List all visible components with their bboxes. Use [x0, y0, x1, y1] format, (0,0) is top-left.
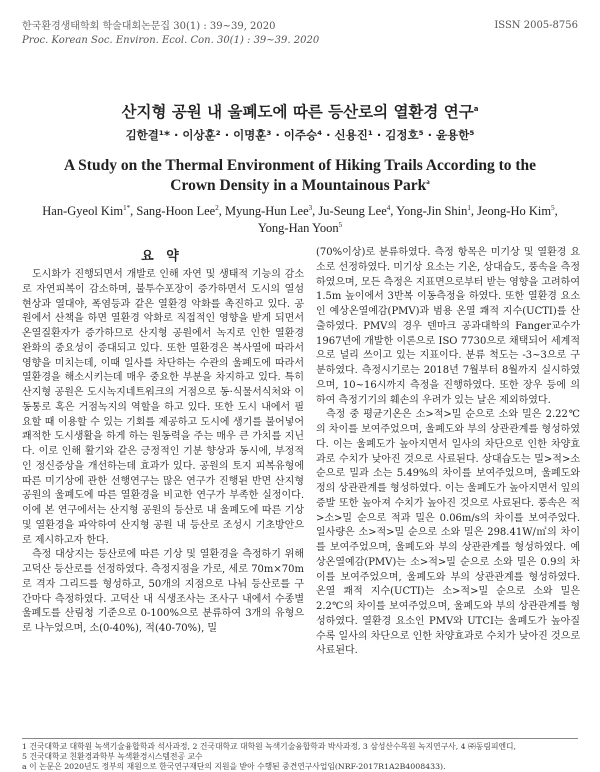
- author-affiliation: 3: [308, 203, 313, 212]
- author-name: Myung-Hun Lee: [224, 204, 309, 218]
- abstract-paragraph: 측정 중 평균기온은 소>적>밀 순으로 소와 밀은 2.22℃의 차이를 보여주었으며, 울폐도와 부의 상관관계를 형성하였다. 이는 울폐도가 높아지면서 일사의 차단으로 인한 차양효과로 수치가 낮아진 것으로 사료된다. 상대습도는 밀>적>소 순으로 밀과 소는 5.49%의 차이를 보여주었으며, 울폐도와 정의 상관관계를 형성하였다. 이는 울폐도가 높아지면서 잎의 증발 또한 높아져 수치가 높아진 것으로 사료된다. 풍속은 적>소>밀 순으로 적과 밀은 0.06m/s의 차이를 보여주었다. 일사량은 소>적>밀 순으로 소와 밀은 298.41W/㎡의 차이를 보여주었으며, 울폐도와 부의 상관관계를 형성하였다. 예상온열예감(PMV)는 소>적>밀 순으로 소와 밀은 0.9의 차이를 보여주었으며, 울폐도와 부의 상관관계를 형성하였다. 온열 쾌적 지수(UCTI)는 소>적>밀 순으로 소와 밀은 2.2℃의 차이를 보여주었으며, 울폐도와 부의 상관관계를 형성하였다. 열환경 요소인 PMV와 UTCI는 울폐도가 높아질수록 일사의 차단으로 인한 차양효과로 수치가 낮아진 것으로 사료된다.: [316, 409, 580, 657]
- author-name: Jeong-Ho Kim: [477, 204, 552, 218]
- abstract-paragraph: (70%이상)로 분류하였다. 측정 항목은 미기상 및 열환경 요소로 선정하였다. 미기상 요소는 기온, 상대습도, 풍속을 측정하였으며, 모든 측정은 지표면으로부터 받는 영향을 고려하여 1.5m 높이에서 3반복 이동측정을 하였다. 또한 열환경 요소인 예상온열예감(PMV)과 범용 온열 쾌적 지수(UCTI)를 산출하였다. PMV의 경우 덴마크 공과대학의 Fanger교수가 1967년에 개발한 이론으로 ISO 7730으로 채택되어 세계적으로 널리 쓰이고 있는 지표이다. 분류 척도는 -3~3으로 구분하였다. 측정시기로는 2018년 7월부터 8월까지 실시하였으며, 10~16시까지 측정을 진행하였다. 또한 장우 등에 의하여 측정기기의 훼손의 우려가 있는 날은 제외하였다.: [316, 247, 580, 406]
- author: [318, 204, 390, 218]
- title-english-text: A Study on the Thermal Environment of Hiking Trails According to the Crown Density in a Mountainous Park: [63, 157, 537, 194]
- abstract-heading: 요 약: [141, 249, 183, 264]
- author-affiliation: 1*: [123, 203, 131, 212]
- author-name: Yong-Jin Shin: [396, 204, 468, 218]
- title-english-footnote-mark: a: [426, 177, 430, 186]
- authors-english: Han-Gyeol Kim$^{1*}$, Sang-Hoon Lee$^2$, Myung-Hun Lee$^3$, Ju-Seung Lee$^4$, Yong-Jin Shin$^1$, Jeong-Ho Kim$^5$, Yong-Han Yoon$^5$: [42, 203, 558, 235]
- author: [396, 204, 471, 218]
- authors-korean: 김한결¹* · 이상훈² · 이명훈³ · 이주승⁴ · 신용진¹ · 김정호⁵ · 윤용한⁵: [125, 128, 475, 142]
- journal-citation-en: Proc. Korean Soc. Environ. Ecol. Con. 30(1) : 39~39. 2020: [22, 35, 320, 46]
- footnote-divider: [22, 738, 578, 739]
- author: [258, 221, 342, 235]
- author-name: Ju-Seung Lee: [318, 204, 387, 218]
- journal-citation-ko: 한국환경생태학회 학술대회논문집 30(1) : 39~39, 2020: [22, 21, 276, 32]
- author-name: Han-Gyeol Kim: [42, 204, 124, 218]
- author-affiliation: 1: [467, 203, 471, 212]
- footnotes: [22, 742, 578, 772]
- author: [225, 204, 312, 218]
- abstract-paragraph: 측정 대상지는 등산로에 따른 기상 및 열환경을 측정하기 위해 고덕산 등산로를 선정하였다. 측정지점을 가로, 세로 70m×70m로 격자 그리드를 형성하고, 50개의 지점으로 나눠 등산로를 구간마다 측정하였다. 고덕산 내 식생조사는 조사구 내에서 수종별 울폐도를 산림청 기준으로 0-100%으로 분류하여 3개의 유형으로 나누었으며, 소(0-40%), 적(40-70%), 밀: [22, 549, 304, 634]
- author: [477, 204, 554, 218]
- author-affiliation: 5: [551, 203, 555, 212]
- title-english: [40, 156, 560, 196]
- author-affiliation: 4: [386, 203, 391, 212]
- author-affiliation: 5: [338, 220, 343, 229]
- title-korean-text: 산지형 공원 내 울폐도에 따른 등산로의 열환경 연구: [121, 103, 474, 121]
- title-korean-footnote-mark: a: [473, 104, 479, 113]
- author-name: Sang-Hoon Lee: [136, 204, 216, 218]
- issn: ISSN 2005-8756: [494, 20, 578, 31]
- title-korean: [0, 100, 600, 122]
- abstract-paragraph: 도시화가 진행되면서 개발로 인해 자연 및 생태적 기능의 감소로 자연피복이 감소하며, 불투수포장이 증가하면서 도시의 열섬현상과 열대야, 폭염등과 같은 열환경 악화를 촉진하고 있다. 공원에서 산책을 하면 열환경 악화로 직접적인 영향을 받게 되면서 온열질환자가 증가하므로 산지형 공원에서 녹지로 인한 열환경 완화의 중요성이 증대되고 있다. 또한 열환경은 복사열에 따라서 영향을 미치는데, 이때 일사를 차단하는 수관의 울폐도에 따라서 열환경을 해소시키는데 매우 중요한 부분을 차지하고 있다. 특히 산지형 공원은 도시녹지네트워크의 거점으로 동·식물서식처와 이동통로 혹은 거점녹지의 역할을 하고 있다. 또한 도시 내에서 필요할 때 이용할 수 있는 기회를 제공하고 도시에 생기를 불어넣어 쾌적한 도시생활을 하게 하는 원동력을 주는 매우 큰 가치를 지닌다. 이로 인해 활기와 같은 긍정적인 기분 향상과 동시에, 부정적인 정신증상을 개선하는데 효과가 있다. 공원의 토지 피복유형에 따른 미기상에 관한 선행연구는 많은 연구가 진행된 반면 산지형 공원의 울폐도에 따른 열환경을 비교한 연구가 부족한 실정이다. 이에 본 연구에서는 산지형 공원의 등산로 내 울폐도에 따른 기상 및 열환경을 파악하여 산지형 공원 내 등산로 조성시 기초방안으로 제시하고자 한다.: [22, 269, 304, 546]
- footnote: 5 건국대학교 친환경과학부 녹색환경시스템전공 교수: [22, 752, 203, 761]
- abstract-right-column: [316, 246, 580, 659]
- author: [42, 204, 130, 218]
- author-name: Yong-Han Yoon: [257, 221, 339, 235]
- author: [136, 204, 218, 218]
- journal-header: [22, 20, 319, 48]
- footnote: 1 건국대학교 대학원 녹색기술융합학과 석사과정, 2 건국대학교 대학원 녹색기술융합학과 박사과정, 3 삼성산수목원 녹지연구사, 4 ㈜동림피엔디,: [22, 742, 517, 751]
- abstract-left-column: [22, 268, 304, 637]
- footnote: a 이 논문은 2020년도 정부의 재원으로 한국연구재단의 지원을 받아 수행된 중견연구사업임(NRF-2017R1A2B4008433).: [22, 762, 446, 771]
- author-affiliation: 2: [215, 203, 219, 212]
